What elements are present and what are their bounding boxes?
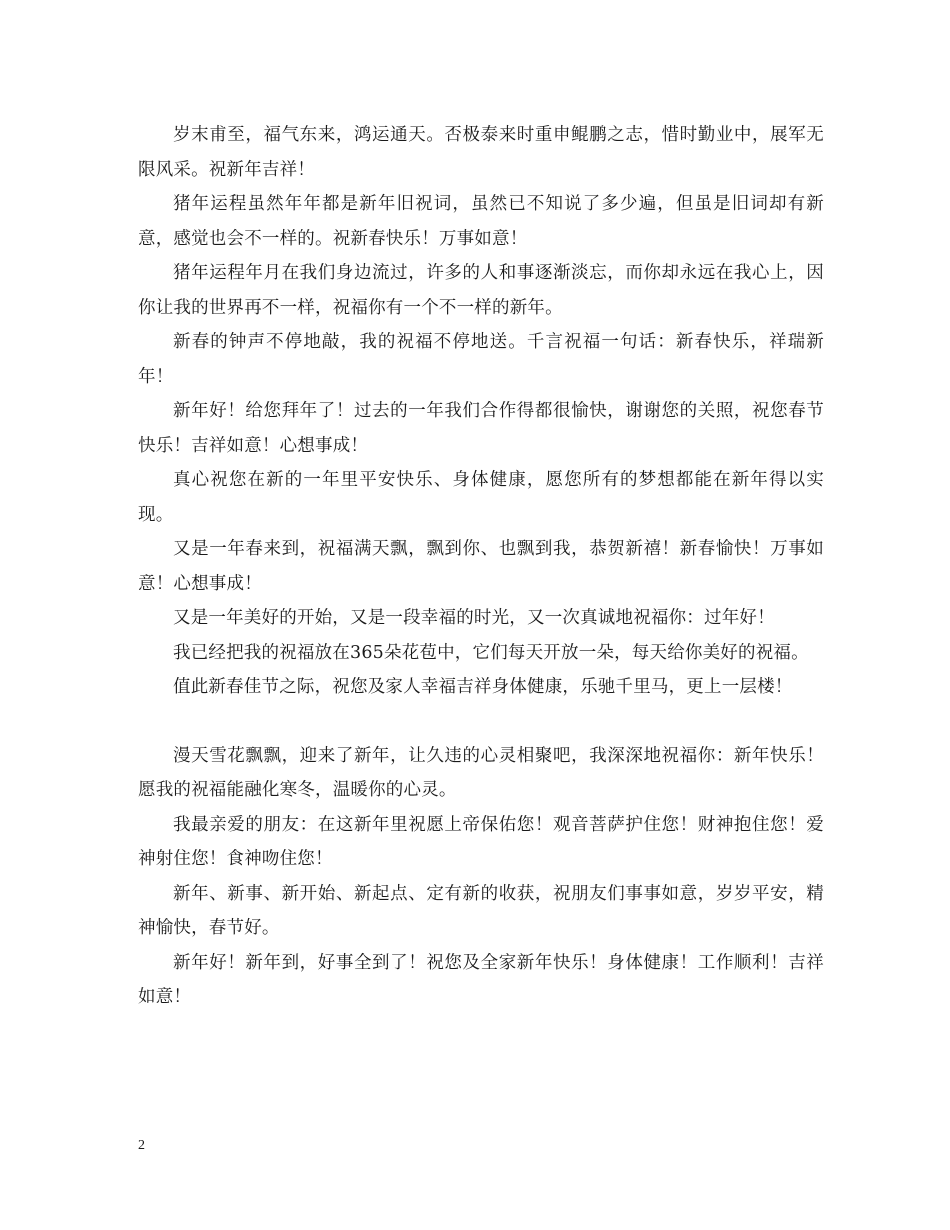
paragraph: 又是一年春来到，祝福满天飘，飘到你、也飘到我，恭贺新禧！新春愉快！万事如意！心想事成！ (138, 539, 824, 594)
paragraph: 新年好！给您拜年了！过去的一年我们合作得都很愉快，谢谢您的关照，祝您春节快乐！吉祥如意！心想事成！ (138, 401, 824, 456)
paragraph: 新年好！新年到，好事全到了！祝您及全家新年快乐！身体健康！工作顺利！吉祥如意！ (138, 952, 824, 1007)
page-number: 2 (138, 1138, 145, 1153)
paragraph: 我已经把我的祝福放在365朵花苞中，它们每天开放一朵，每天给你美好的祝福。 (173, 642, 809, 663)
paragraph: 又是一年美好的开始，又是一段幸福的时光，又一次真诚地祝福你：过年好！ (173, 608, 775, 628)
blank-line (138, 705, 824, 739)
paragraph: 新年、新事、新开始、新起点、定有新的收获，祝朋友们事事如意，岁岁平安，精神愉快，春节好。 (138, 883, 824, 938)
paragraph: 真心祝您在新的一年里平安快乐、身体健康，愿您所有的梦想都能在新年得以实现。 (138, 470, 824, 525)
paragraph: 猪年运程年月在我们身边流过，许多的人和事逐渐淡忘，而你却永远在我心上，因你让我的世界再不一样，祝福你有一个不一样的新年。 (138, 263, 824, 318)
paragraph: 漫天雪花飘飘，迎来了新年，让久违的心灵相聚吧，我深深地祝福你：新年快乐！愿我的祝福能融化寒冬，温暖你的心灵。 (138, 745, 824, 800)
paragraph: 值此新春佳节之际，祝您及家人幸福吉祥身体健康，乐驰千里马，更上一层楼！ (173, 677, 793, 697)
paragraph: 我最亲爱的朋友：在这新年里祝愿上帝保佑您！观音菩萨护住您！财神抱住您！爱神射住您！食神吻住您！ (138, 814, 824, 869)
paragraph: 猪年运程虽然年年都是新年旧祝词，虽然已不知说了多少遍，但虽是旧词却有新意，感觉也会不一样的。祝新春快乐！万事如意！ (138, 194, 824, 249)
paragraph: 新春的钟声不停地敲，我的祝福不停地送。千言祝福一句话：新春快乐，祥瑞新年！ (138, 332, 824, 387)
document-body (138, 118, 824, 1015)
paragraph: 岁末甫至，福气东来，鸿运通天。否极泰来时重申鲲鹏之志，惜时勤业中，展军无限风采。祝新年吉祥！ (138, 125, 824, 180)
